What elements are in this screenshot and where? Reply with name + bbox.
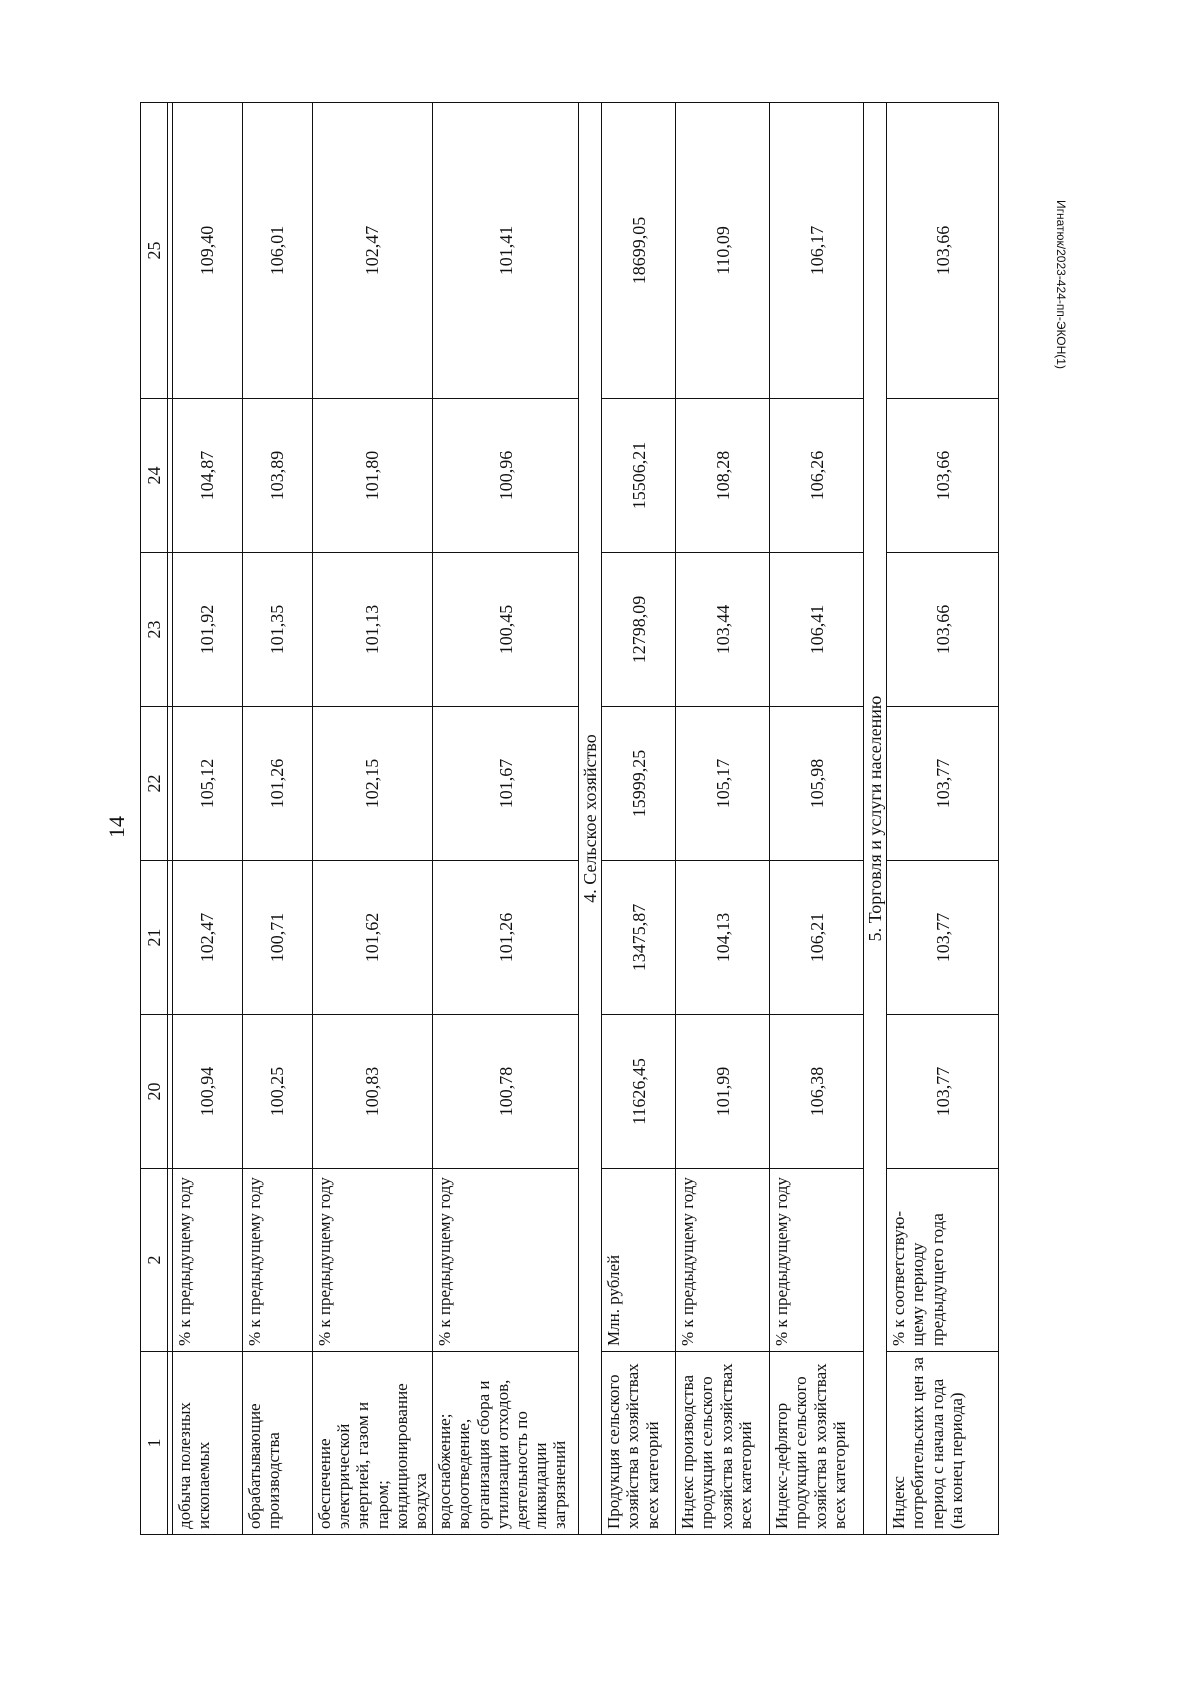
cell-value: 101,26 [243,707,313,861]
cell-value: 109,40 [173,103,243,399]
cell-value: 100,96 [433,399,579,553]
page-number: 14 [104,816,129,838]
column-header: 25 [141,103,168,399]
header-row [141,103,168,1535]
cell-value: 100,83 [313,1015,433,1169]
indicators-table [140,102,999,1535]
cell-value: 104,87 [173,399,243,553]
column-header: 22 [141,707,168,861]
cell-value: 103,77 [887,707,999,861]
row-unit: % к предыдущему году [676,1169,770,1352]
table-row [887,103,999,1535]
cell-value: 101,26 [433,861,579,1015]
cell-value: 110,09 [676,103,770,399]
column-header: 20 [141,1015,168,1169]
cell-value: 13475,87 [602,861,676,1015]
cell-value: 101,99 [676,1015,770,1169]
cell-value: 106,21 [770,861,864,1015]
cell-value: 106,01 [243,103,313,399]
row-unit: Млн. рублей [602,1169,676,1352]
cell-value: 103,77 [887,1015,999,1169]
cell-value: 103,44 [676,553,770,707]
row-label: Индекс потребительских цен за период с начала года (на конец периода) [887,1352,999,1535]
table-row [602,103,676,1535]
cell-value: 100,94 [173,1015,243,1169]
cell-value: 100,45 [433,553,579,707]
row-unit: % к предыдущему году [313,1169,433,1352]
section-title: 4. Сельское хозяйство [579,103,602,1535]
row-label: Продукция сельского хозяйства в хозяйствах всех категорий [602,1352,676,1535]
section-row [579,103,602,1535]
cell-value: 106,26 [770,399,864,553]
column-header: 21 [141,861,168,1015]
section-row [864,103,887,1535]
cell-value: 103,77 [887,861,999,1015]
document-code: Игнатюк/2023-424-пп-ЭКОН(1) [1054,200,1068,369]
cell-value: 102,47 [173,861,243,1015]
table-row [433,103,579,1535]
cell-value: 103,89 [243,399,313,553]
cell-value: 106,38 [770,1015,864,1169]
row-label: Индекс-дефлятор продукции сельского хозяйства в хозяйствах всех категорий [770,1352,864,1535]
row-label: Индекс производства продукции сельского хозяйства в хозяйствах всех категорий [676,1352,770,1535]
rotated-table-container [140,103,985,1535]
column-header: 24 [141,399,168,553]
row-unit: % к предыдущему году [433,1169,579,1352]
row-label: обрабатывающие производства [243,1352,313,1535]
cell-value: 11626,45 [602,1015,676,1169]
cell-value: 15506,21 [602,399,676,553]
cell-value: 101,35 [243,553,313,707]
cell-value: 103,66 [887,399,999,553]
cell-value: 102,47 [313,103,433,399]
row-label: водоснабжение; водоотведение, организация сбора и утилизации отходов, деятельность по ликвидации загрязнений [433,1352,579,1535]
column-header: 2 [141,1169,168,1352]
cell-value: 106,17 [770,103,864,399]
row-label: обеспечение электрической энергией, газом и паром; кондиционирование воздуха [313,1352,433,1535]
table-row [676,103,770,1535]
cell-value: 103,66 [887,553,999,707]
column-header: 1 [141,1352,168,1535]
cell-value: 101,67 [433,707,579,861]
row-unit: % к предыдущему году [770,1169,864,1352]
cell-value: 103,66 [887,103,999,399]
cell-value: 101,41 [433,103,579,399]
cell-value: 105,17 [676,707,770,861]
cell-value: 15999,25 [602,707,676,861]
cell-value: 101,13 [313,553,433,707]
cell-value: 104,13 [676,861,770,1015]
table-row [770,103,864,1535]
cell-value: 102,15 [313,707,433,861]
cell-value: 100,71 [243,861,313,1015]
cell-value: 101,92 [173,553,243,707]
cell-value: 12798,09 [602,553,676,707]
cell-value: 105,12 [173,707,243,861]
cell-value: 106,41 [770,553,864,707]
cell-value: 18699,05 [602,103,676,399]
column-header: 23 [141,553,168,707]
cell-value: 100,78 [433,1015,579,1169]
table-row [243,103,313,1535]
row-label: добыча полезных ископаемых [173,1352,243,1535]
cell-value: 101,62 [313,861,433,1015]
table-row [313,103,433,1535]
cell-value: 100,25 [243,1015,313,1169]
cell-value: 108,28 [676,399,770,553]
row-unit: % к предыдущему году [243,1169,313,1352]
row-unit: % к соответствую-щему периоду предыдущего года [887,1169,999,1352]
cell-value: 101,80 [313,399,433,553]
cell-value: 105,98 [770,707,864,861]
section-title: 5. Торговля и услуги населению [864,103,887,1535]
table-row [173,103,243,1535]
row-unit: % к предыдущему году [173,1169,243,1352]
